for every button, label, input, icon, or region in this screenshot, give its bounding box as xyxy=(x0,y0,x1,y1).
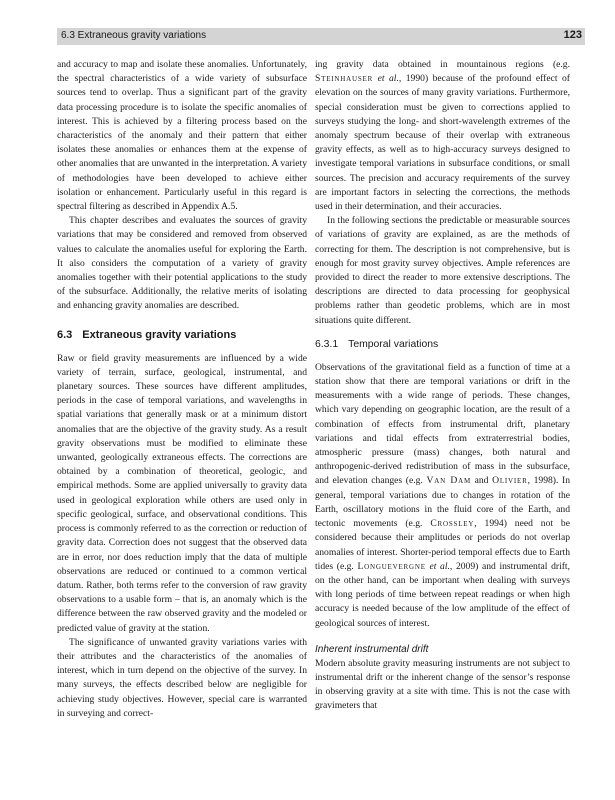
section-title: Extraneous gravity variations xyxy=(82,328,237,341)
right-column xyxy=(315,58,570,714)
paragraph: Modern absolute gravity measuring instruments are not subject to instrumental drift or the inherent change of the sensor’s response in observing gravity at a site with time. This is not the case with gravimeters that xyxy=(315,657,570,712)
left-column xyxy=(57,58,307,721)
text-run: and xyxy=(474,475,489,487)
text-run: , 2009) and instrumental drift, on the other hand, can be important when dealing with surveys with long periods of time between repeat readings or when high accuracy is needed because of the low amplitude of the effect of geological sources of interest. xyxy=(315,560,570,629)
paragraph: This chapter describes and evaluates the sources of gravity variations that may be considered and removed from observed values to calculate the anomalies useful for exploring the Earth. It also considers the computation of a variety of gravity anomalies together with their potential applications to the study of the subsurface. Additionally, the relative merits of isolating and enhancing gravity anomalies are described. xyxy=(57,215,307,312)
paragraph: Raw or field gravity measurements are influenced by a wide variety of terrain, surface, geological, instrumental, and planetary sources. These sources have different amplitudes, periods in the case of temporal variations, and wavelengths in spatial variations that generally mask or at a minimum distort anomalies that are the objective of the gravity study. As a result gravity observations must be modified to eliminate these unwanted, geologically extraneous effects. The corrections are obtained by a combination of theoretical, geologic, and empirical methods. Some are applied universally to gravity data used in geological exploration while others are used only in specific geological, surface, and observational conditions. This process is commonly referred to as the correction or reduction of gravity data. Correction does not suggest that the observed data are in error, nor does reduction imply that the data of multiple observations are reduced or continued to a common vertical datum. Rather, both terms refer to the conversion of raw gravity observations to a usable form – that is, an anomaly which is the difference between the raw observed gravity and the modeled or predicted value of gravity at the station. xyxy=(57,352,307,634)
subsection-title: Temporal variations xyxy=(348,338,439,350)
text-run: , 1998). In general, temporal variations due to changes in rotation of the Earth, oscillatory motions in the fluid core of the Earth, and tectonic movements (e.g. xyxy=(315,475,571,530)
paragraph: The significance of unwanted gravity variations varies with their attributes and the characteristics of the anomalies of interest, which in turn depend on the objective of the survey. In many surveys, the effects described below are negligible for achieving study objectives. However, special care is warranted in surveying and correct- xyxy=(57,636,307,719)
citation-author: Van Dam xyxy=(426,475,471,487)
subsection-heading xyxy=(315,338,570,351)
paragraph xyxy=(315,58,570,214)
run-in-heading: Inherent instrumental drift xyxy=(315,643,429,655)
section-number: 6.3 xyxy=(57,328,73,341)
running-header xyxy=(57,28,585,45)
citation-author: Crossley xyxy=(430,518,475,530)
paragraph: and accuracy to map and isolate these anomalies. Unfortunately, the spectral characteristics of a wide variety of subsurface sources tend to overlap. Thus a significant part of the gravity data processing procedure is to isolate the specific anomalies of interest. This is achieved by a filtering process based on the characteristics of the anomaly and their pattern that either isolates these anomalies or enhances them at the expense of other anomalies that are unwanted in the interpretation. A variety of methodologies have been developed to achieve either isolation or enhancement. Particularly useful in this regard is spectral filtering as described in Appendix A.5. xyxy=(57,59,307,213)
running-head-title: 6.3 Extraneous gravity variations xyxy=(61,30,207,41)
paragraph: In the following sections the predictable or measurable sources of variations of gravity are explained, as are the methods of correcting for them. The description is not comprehensive, but is enough for most gravity survey objectives. Ample references are provided to direct the reader to more extensive descriptions. The descriptions are directed to data processing for geophysical problems rather than geodetic problems, which are in most situations quite different. xyxy=(315,215,570,326)
text-run: , 1990) because of the profound effect of elevation on the sources of many gravity variations. Furthermore, special consideration must be given to corrections applied to surveys studying the long- and short-wavelength extremes of the anomaly spectrum because of their overlap with extraneous gravity effects, as well as to high-accuracy surveys designed to investigate temporal variations in subsurface conditions, or small sources. The precision and accuracy requirements of the survey are important factors in selecting the corrections, the methods used in their determination, and their accuracies. xyxy=(315,73,570,213)
page-number: 123 xyxy=(563,29,582,41)
citation-author: Steinhauser xyxy=(315,73,374,85)
paragraph xyxy=(315,361,570,631)
subsection-number: 6.3.1 xyxy=(315,338,339,350)
citation-etal: et al. xyxy=(377,73,399,85)
citation-etal: et al. xyxy=(429,560,450,572)
citation-author: Longuevergne xyxy=(357,560,426,572)
text-run: Observations of the gravitational field as a function of time at a station show that there are temporal variations or drift in the measurements with a wide range of periods. These changes, which vary depending on geographic location, are the result of a combination of effects from instrumental drift, planetary variations and tidal effects from extraterrestrial bodies, atmospheric pressure (mass) changes, both natural and anthropogenic-derived redistribution of mass in the subsurface, and elevation changes (e.g. xyxy=(315,361,570,487)
text-run: ing gravity data obtained in mountainous regions (e.g. xyxy=(315,59,570,70)
section-heading xyxy=(57,328,307,342)
text-run: , 1994) need not be considered because their amplitudes or periods do not overlap anomalies of interest. Shorter-period temporal effects due to Earth tides (e.g. xyxy=(315,518,570,572)
citation-author: Olivier xyxy=(492,475,528,487)
